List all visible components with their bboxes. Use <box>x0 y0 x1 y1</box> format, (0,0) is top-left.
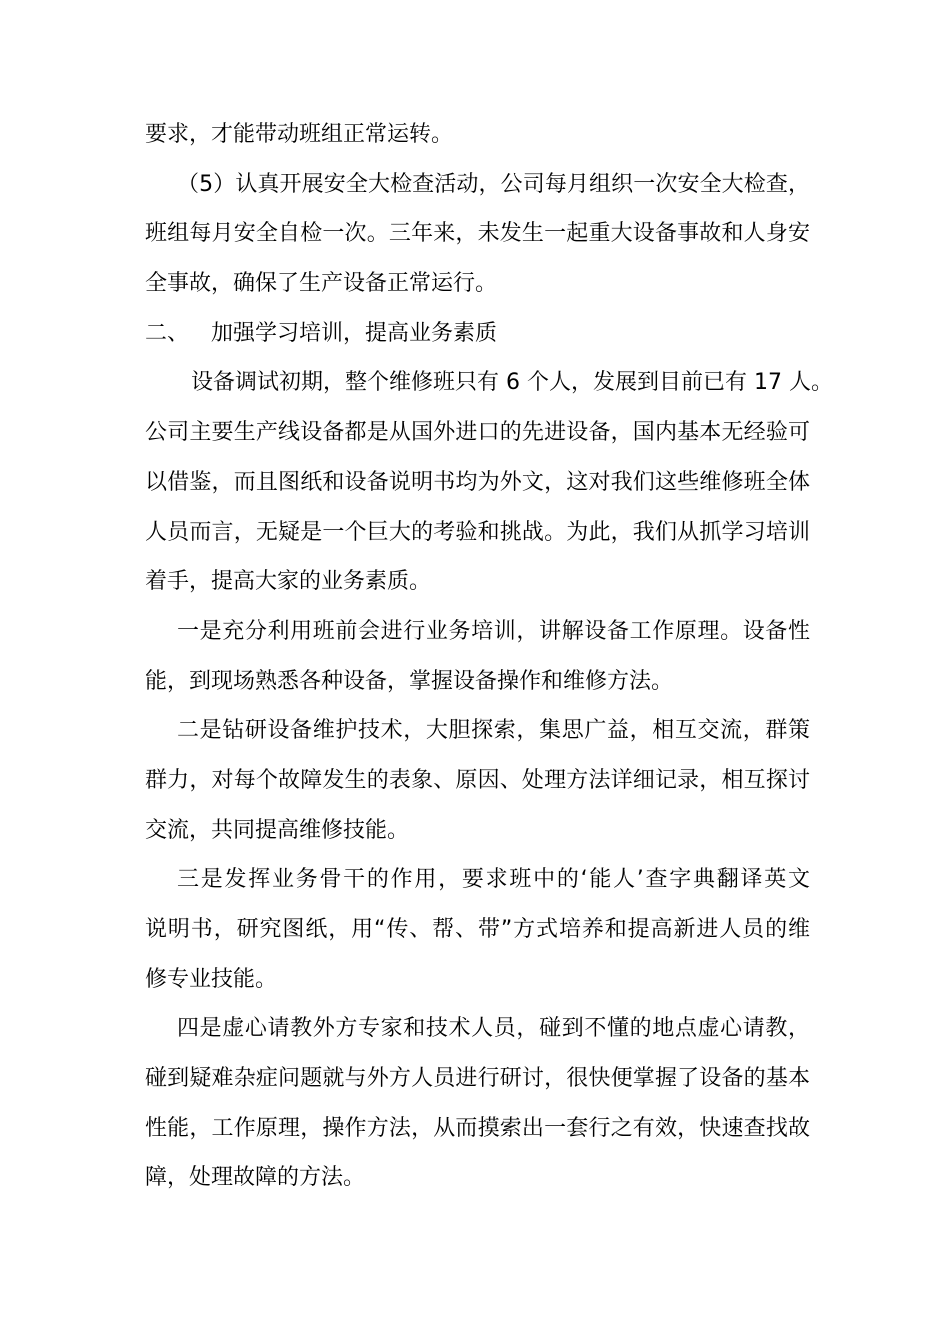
text-line: 设备调试初期，整个维修班只有 6 个人，发展到目前已有 17 人。 <box>191 370 833 396</box>
text-line: 性能，工作原理，操作方法，从而摸索出一套行之有效，快速查找故 <box>145 1115 810 1141</box>
text-line: 人员而言，无疑是一个巨大的考验和挑战。为此，我们从抓学习培训 <box>145 519 810 545</box>
text-line: 碰到疑难杂症问题就与外方人员进行研讨，很快便掌握了设备的基本 <box>145 1066 810 1092</box>
text-line: 全事故，确保了生产设备正常运行。 <box>145 271 498 297</box>
text-line: 说明书，研究图纸，用“传、帮、带”方式培养和提高新进人员的维 <box>145 917 810 942</box>
text-line: 四是虚心请教外方专家和技术人员，碰到不懂的地点虚心请教， <box>177 1016 810 1042</box>
text-line: 三是发挥业务骨干的作用，要求班中的‘能人’查字典翻译英文 <box>177 867 810 893</box>
text-line: 群力，对每个故障发生的表象、原因、处理方法详细记录，相互探讨 <box>145 767 810 793</box>
section-number: 二、 <box>145 320 190 346</box>
text-line: 障，处理故障的方法。 <box>145 1165 366 1191</box>
section-heading <box>145 309 810 359</box>
text-line: 交流，共同提高维修技能。 <box>145 817 410 843</box>
text-line: 一是充分利用班前会进行业务培训，讲解设备工作原理。设备性 <box>177 618 810 644</box>
text-line: 能，到现场熟悉各种设备，掌握设备操作和维修方法。 <box>145 668 674 694</box>
text-line: 以借鉴，而且图纸和设备说明书均为外文，这对我们这些维修班全体 <box>145 469 810 495</box>
text-line: （5）认真开展安全大检查活动，公司每月组织一次安全大检查， <box>177 171 810 197</box>
document-page <box>145 110 833 1203</box>
section-title: 加强学习培训，提高业务素质 <box>211 320 498 346</box>
text-line: 二是钻研设备维护技术，大胆探索，集思广益，相互交流，群策 <box>177 718 810 744</box>
text-line: 公司主要生产线设备都是从国外进口的先进设备，国内基本无经验可 <box>145 420 810 446</box>
text-line: 要求，才能带动班组正常运转。 <box>145 122 454 147</box>
text-line: 着手，提高大家的业务素质。 <box>145 569 432 595</box>
text-line: 班组每月安全自检一次。三年来，未发生一起重大设备事故和人身安 <box>145 221 810 247</box>
text-line: 修专业技能。 <box>145 966 278 992</box>
